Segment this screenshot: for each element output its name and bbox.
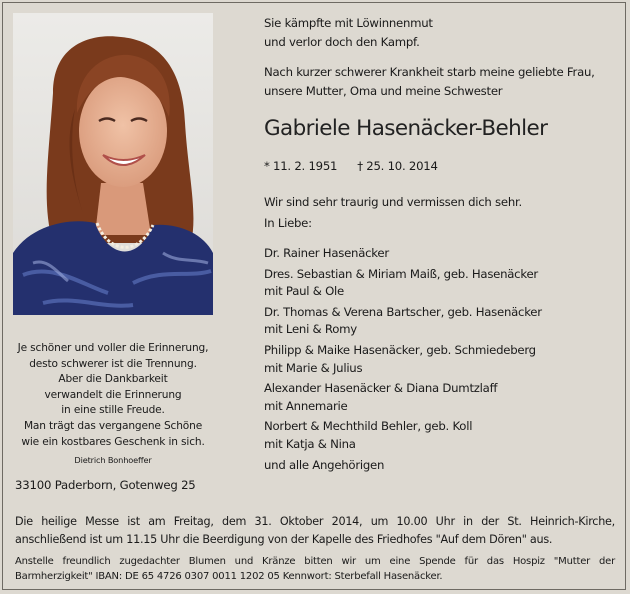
intro-line: Nach kurzer schwerer Krankheit starb meine geliebte Frau, <box>264 65 595 79</box>
bonhoeffer-poem <box>13 341 213 466</box>
family-member: Philipp & Maike Hasenäcker, geb. Schmiedeberg <box>264 342 536 357</box>
family-member: Alexander Hasenäcker & Diana Dumtzlaff <box>264 381 498 396</box>
poem-line: Man trägt das vergangene Schöne <box>23 419 203 432</box>
death-date: † 25. 10. 2014 <box>357 159 438 173</box>
birth-date: * 11. 2. 1951 <box>264 159 338 173</box>
service-line: Die heilige Messe ist am Freitag, dem 31. Oktober 2014, um 10.00 Uhr in der St. Heinrich-Kirche, <box>15 515 615 528</box>
funeral-service-info <box>15 513 615 548</box>
poem-line: desto schwerer ist die Trennung. <box>29 357 197 370</box>
family-member: mit Katja & Nina <box>264 436 356 451</box>
poem-line: Je schöner und voller die Erinnerung, <box>17 342 209 354</box>
intro-line: und verlor doch den Kampf. <box>264 35 420 49</box>
poem-line: wie ein kostbares Geschenk in sich. <box>21 435 205 448</box>
in-love-label: In Liebe: <box>264 216 312 230</box>
family-member: mit Annemarie <box>264 398 348 413</box>
life-dates <box>264 159 438 173</box>
poem-line: Aber die Dankbarkeit <box>58 373 168 386</box>
donation-info <box>15 555 615 584</box>
family-member: Dr. Rainer Hasenäcker <box>264 246 389 260</box>
mourning-line: Wir sind sehr traurig und vermissen dich sehr. <box>264 195 522 209</box>
service-line: anschließend ist um 11.15 Uhr die Beerdigung von der Kapelle des Friedhofes "Auf dem Dören" aus. <box>15 532 553 546</box>
family-member: Dr. Thomas & Verena Bartscher, geb. Hasenäcker <box>264 304 542 319</box>
poem-line: in eine stille Freude. <box>61 404 165 417</box>
family-member: Norbert & Mechthild Behler, geb. Koll <box>264 419 473 434</box>
donation-line: Barmherzigkeit" IBAN: DE 65 4726 0307 0011 1202 05 Kennwort: Sterbefall Hasenäcker. <box>15 570 443 582</box>
family-member: Dres. Sebastian & Miriam Maiß, geb. Hasenäcker <box>264 266 538 281</box>
family-member: und alle Angehörigen <box>264 457 385 472</box>
poem-author: Dietrich Bonhoeffer <box>74 455 152 466</box>
family-member: mit Marie & Julius <box>264 360 363 375</box>
intro-line: Sie kämpfte mit Löwinnenmut <box>264 16 433 30</box>
intro-line: unsere Mutter, Oma und meine Schwester <box>264 84 503 98</box>
poem-line: verwandelt die Erinnerung <box>44 388 182 401</box>
portrait-image <box>13 13 213 315</box>
portrait-photo <box>13 13 213 315</box>
family-address: 33100 Paderborn, Gotenweg 25 <box>15 478 196 492</box>
donation-line: Anstelle freundlich zugedachter Blumen und Kränze bitten wir um eine Spende für das Hospiz "Mutter der <box>15 556 615 567</box>
family-member: mit Leni & Romy <box>264 322 357 337</box>
family-member: mit Paul & Ole <box>264 284 344 299</box>
family-list <box>264 245 542 474</box>
deceased-name: Gabriele Hasenäcker-Behler <box>264 116 548 141</box>
